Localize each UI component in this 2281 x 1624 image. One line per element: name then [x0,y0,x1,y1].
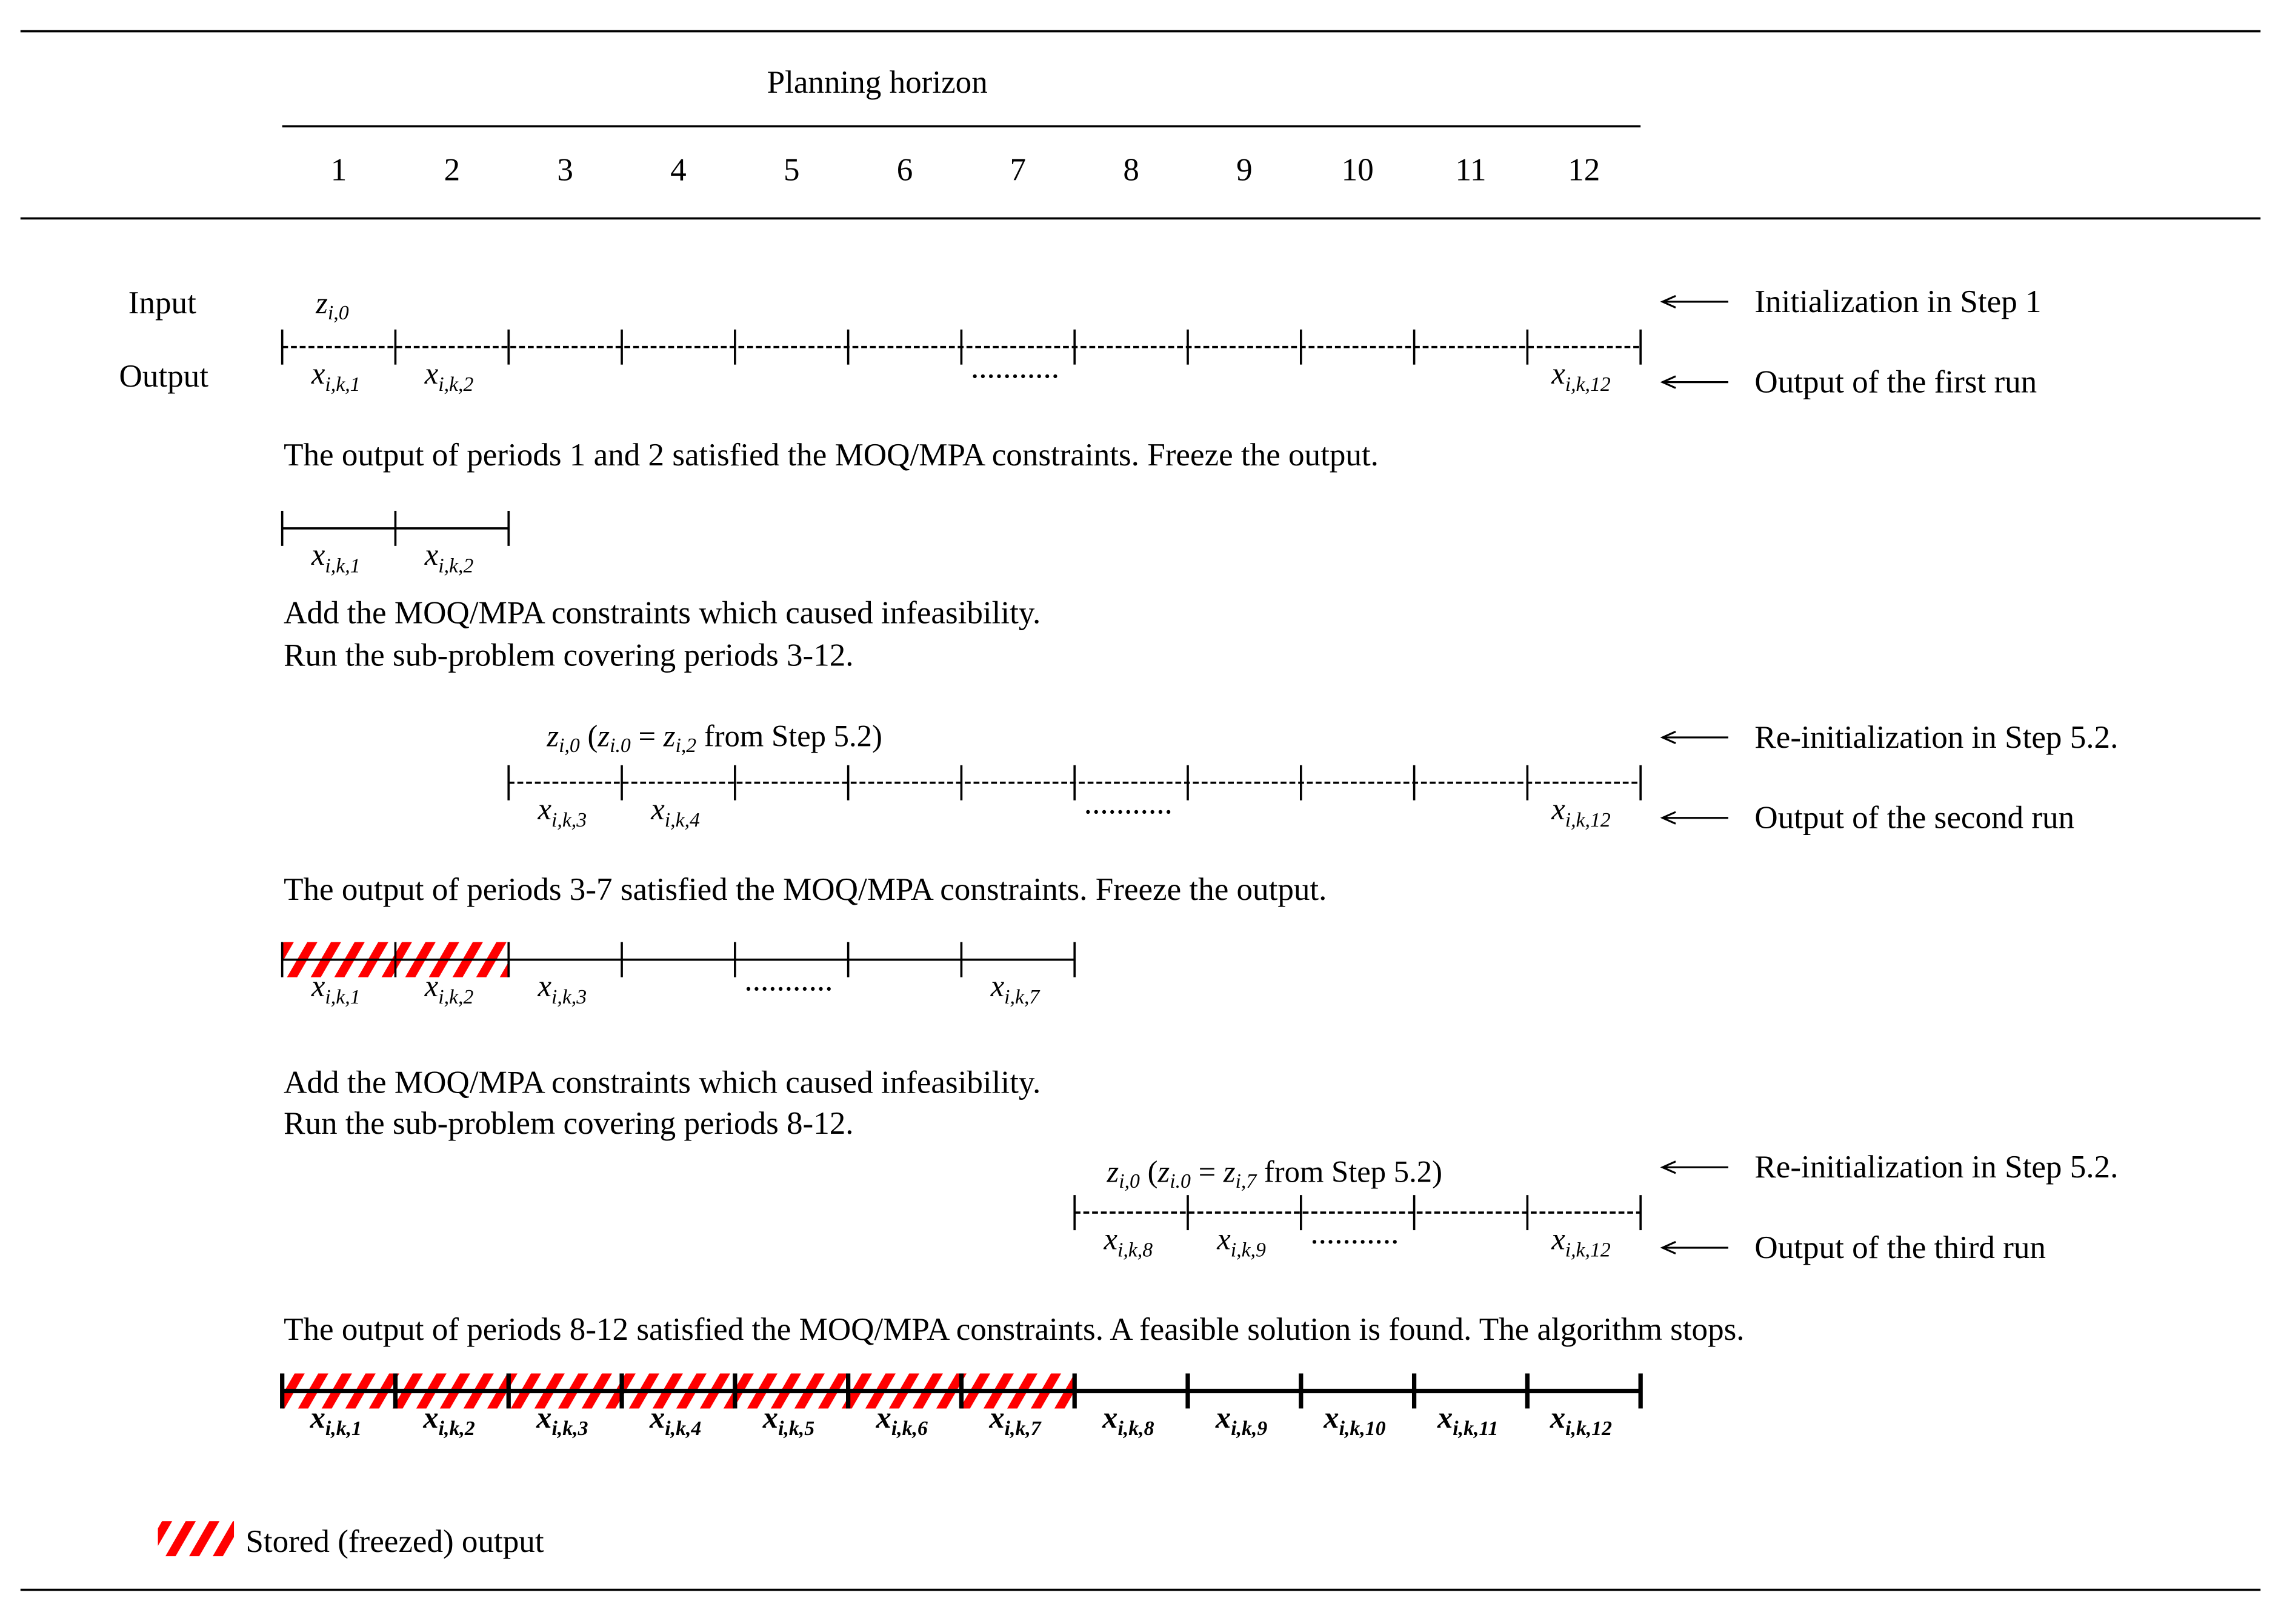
output-variable-label: $x_{i,k,2}$ [423,1400,475,1440]
period-number: 1 [330,152,347,188]
run-note: Output of the third run [1754,1230,2046,1265]
output-variable-label: $x_{i,k,12}$ [1551,356,1611,396]
run-note: Output of the first run [1754,364,2037,400]
output-variable-label: $x_{i,k,5}$ [762,1400,815,1440]
planning-horizon-title: Planning horizon [767,64,988,100]
period-numbers [331,153,1600,188]
initial-inventory-label: zi,0 (zi.0 = zi,2 from Step 5.2) [547,719,882,757]
legend-hatch-swatch [158,1521,234,1556]
output-variable-label: $x_{i,k,6}$ [876,1400,928,1440]
output-variable-label: $x_{i,k,10}$ [1324,1400,1386,1440]
output-variable-label: $x_{i,k,9}$ [1217,1222,1266,1262]
output-variable-label: $x_{i,k,4}$ [651,792,700,832]
output-variable-label: $x_{i,k,12}$ [1551,792,1611,832]
ellipsis: ........... [744,962,833,998]
output-variable-label: $x_{i,k,3}$ [536,1400,588,1440]
run-2 [508,719,2118,835]
output-variable-label: $x_{i,k,12}$ [1550,1400,1613,1440]
period-number: 5 [783,152,800,188]
ellipsis: ........... [1310,1215,1399,1251]
output-label: Output [119,358,208,394]
period-number: 8 [1123,152,1139,188]
run-1 [282,284,2042,400]
legend-label: Stored (freezed) output [245,1523,544,1559]
output-variable-label: $x_{i,k,1}$ [311,356,361,396]
ellipsis: ........... [971,350,1059,385]
initial-inventory-label: zi,0 [316,286,349,324]
output-variable-label: $x_{i,k,7}$ [990,969,1040,1009]
output-variable-label: $x_{i,k,1}$ [310,1400,362,1440]
step-text-1: The output of periods 1 and 2 satisfied the MOQ/MPA constraints. Freeze the output. [284,438,1379,473]
run-3 [1074,1150,2118,1265]
step-text-2b: Run the sub-problem covering periods 3-12. [284,637,854,673]
step-text-5: The output of periods 8-12 satisfied the MOQ/MPA constraints. A feasible solution is found. The algorithm stops. [284,1312,1745,1348]
frozen-timeline-3 [282,1374,1641,1440]
output-variable-label: $x_{i,k,3}$ [538,969,587,1009]
period-number: 2 [444,152,461,188]
step-text-2a: Add the MOQ/MPA constraints which caused infeasibility. [284,595,1041,631]
initial-inventory-label: zi,0 (zi.0 = zi,7 from Step 5.2) [1107,1154,1442,1193]
run-note: Initialization in Step 1 [1754,284,2042,319]
period-number: 3 [557,152,573,188]
frozen-timeline-1 [282,511,509,577]
output-variable-label: $x_{i,k,1}$ [311,537,361,577]
output-variable-label: $x_{i,k,3}$ [538,792,587,832]
period-number: 11 [1455,152,1487,188]
input-label: Input [128,285,196,321]
output-variable-label: $x_{i,k,9}$ [1215,1400,1268,1440]
output-variable-label: $x_{i,k,2}$ [424,969,474,1009]
period-number: 4 [670,152,687,188]
output-variable-label: $x_{i,k,11}$ [1437,1400,1499,1440]
step-text-4a: Add the MOQ/MPA constraints which caused infeasibility. [284,1065,1041,1100]
output-variable-label: $x_{i,k,4}$ [649,1400,702,1440]
output-variable-label: $x_{i,k,8}$ [1102,1400,1154,1440]
output-variable-label: $x_{i,k,2}$ [424,537,474,577]
step-text-3: The output of periods 3-7 satisfied the MOQ/MPA constraints. Freeze the output. [284,871,1327,907]
run-note: Re-initialization in Step 5.2. [1754,1150,2119,1185]
output-variable-label: $x_{i,k,12}$ [1551,1222,1611,1262]
period-number: 10 [1341,152,1374,188]
period-number: 6 [896,152,913,188]
run-note: Output of the second run [1754,800,2075,836]
period-number: 7 [1010,152,1027,188]
period-number: 12 [1568,152,1600,188]
step-text-4b: Run the sub-problem covering periods 8-12. [284,1105,854,1141]
output-variable-label: $x_{i,k,2}$ [424,356,474,396]
ellipsis: ........... [1084,785,1173,821]
frozen-timeline-2 [282,942,1075,1008]
output-variable-label: $x_{i,k,8}$ [1104,1222,1153,1262]
output-variable-label: $x_{i,k,7}$ [989,1400,1041,1440]
output-variable-label: $x_{i,k,1}$ [311,969,361,1009]
run-note: Re-initialization in Step 5.2. [1754,719,2119,755]
period-number: 9 [1236,152,1253,188]
